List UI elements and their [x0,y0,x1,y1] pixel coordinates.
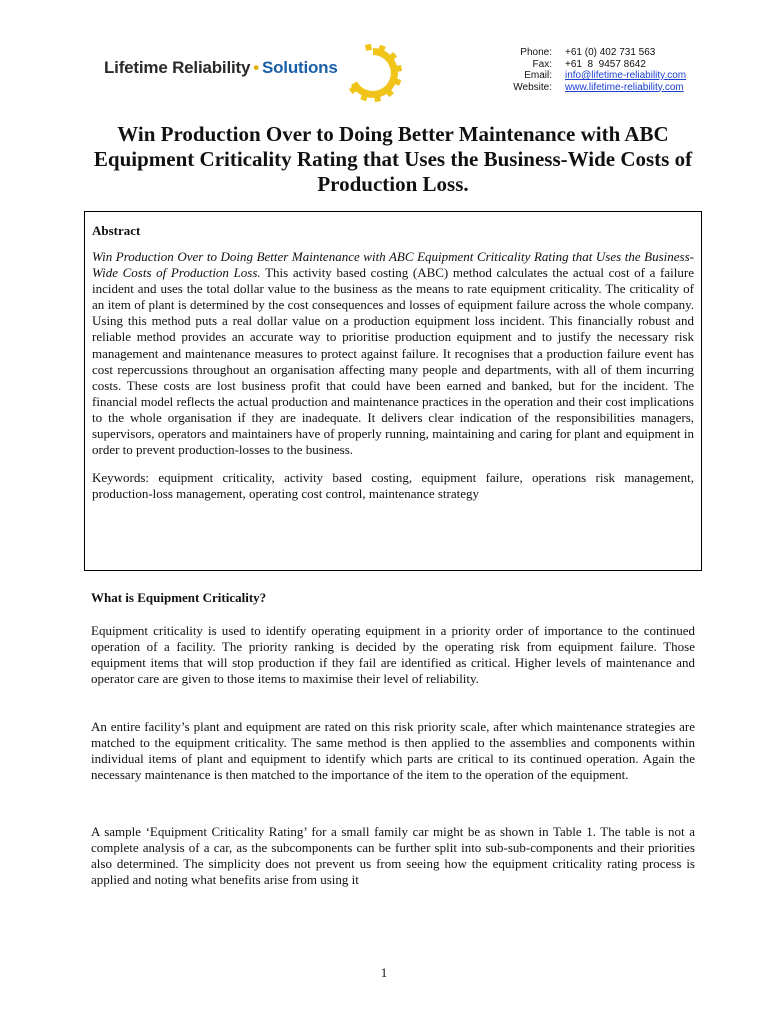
abstract-box [84,211,702,571]
logo-separator: • [253,58,259,77]
email-label: Email: [524,70,552,81]
abstract-keywords: Keywords: equipment criticality, activity based costing, equipment failure, operations risk management, production-loss management, operating cost control, maintenance strategy [92,470,694,502]
company-logo [104,44,404,102]
fax-number: +61 8 9457 8642 [565,58,646,70]
phone-label: Phone: [520,47,552,58]
body-paragraph: A sample ‘Equipment Criticality Rating’ for a small family car might be as shown in Table 1. The table is not a complete analysis of a car, as the subcomponents can be further split into sub-sub-components and their priorities also determined. The simplicity does not prevent us from seeing how the equipment criticality rating process is applied and noting what benefits arise from using it [91,824,695,888]
page-number: 1 [380,965,388,980]
abstract-body: This activity based costing (ABC) method calculates the actual cost of a failure incident and uses the total dollar value to the business as the means to rate equipment criticality. The criticality of an item of plant is determined by the cost consequences and losses of equipment failure across the whole company. Using this method puts a real dollar value on a production equipment loss incident. This financially robust and reliable method provides an accurate way to prioritise production equipment and to justify the necessary risk management and maintenance measures to protect against failure. It recognises that a production failure event has cost repercussions throughout an organisation affecting many people and departments, with all of them incurring costs. These costs are lost business profit that could have been earned and banked, but for the incident. The financial model reflects the actual production and maintenance practices in the operation and their cost implications to the whole organisation if they are inadequate. It delivers clear indication of the responsibilities managers, supervisors, operators and maintainers have of properly running, maintaining and caring for plant and equipment in order to prevent production-losses to the business. [92,265,694,458]
section-heading: What is Equipment Criticality? [91,590,267,605]
abstract-italic-lead: Win Production Over to Doing Better Maintenance with ABC Equipment Criticality Rating that Uses the Business-Wide Costs of Production Loss. [92,249,694,281]
body-paragraph: An entire facility’s plant and equipment are rated on this risk priority scale, after which maintenance strategies are matched to the equipment criticality. The same method is then applied to the assemblies and components within individual items of plant and equipment to identify which parts are critical to its continued operation. Again the necessary maintenance is then matched to the importance of the item to the operation of the equipment. [91,719,695,783]
phone-number: +61 (0) 402 731 563 [565,47,656,58]
logo-name-part1: Lifetime Reliability [104,58,251,77]
website-label: Website: [513,81,552,93]
website-link[interactable]: www.lifetime-reliability.com [565,81,684,93]
abstract-heading: Abstract [92,223,141,238]
email-link[interactable]: info@lifetime-reliability.com [565,70,687,81]
contact-values [565,47,745,93]
abstract-text [92,249,694,458]
fax-label: Fax: [532,58,552,70]
document-title: Win Production Over to Doing Better Maintenance with ABC Equipment Criticality Rating that Uses the Business-Wide Costs of Production Loss. [93,122,693,196]
contact-labels [500,47,552,93]
body-paragraph: Equipment criticality is used to identify operating equipment in a priority order of importance to the continued operation of a facility. The priority ranking is decided by the operating risk from equipment failure. Those equipment items that will stop production if they fail are identified as critical. Higher levels of maintenance and operator care are given to those items to maximise their level of reliability. [91,623,695,687]
logo-name-part2: Solutions [261,58,338,77]
logo-wordmark [104,58,338,78]
gear-icon [342,42,404,104]
